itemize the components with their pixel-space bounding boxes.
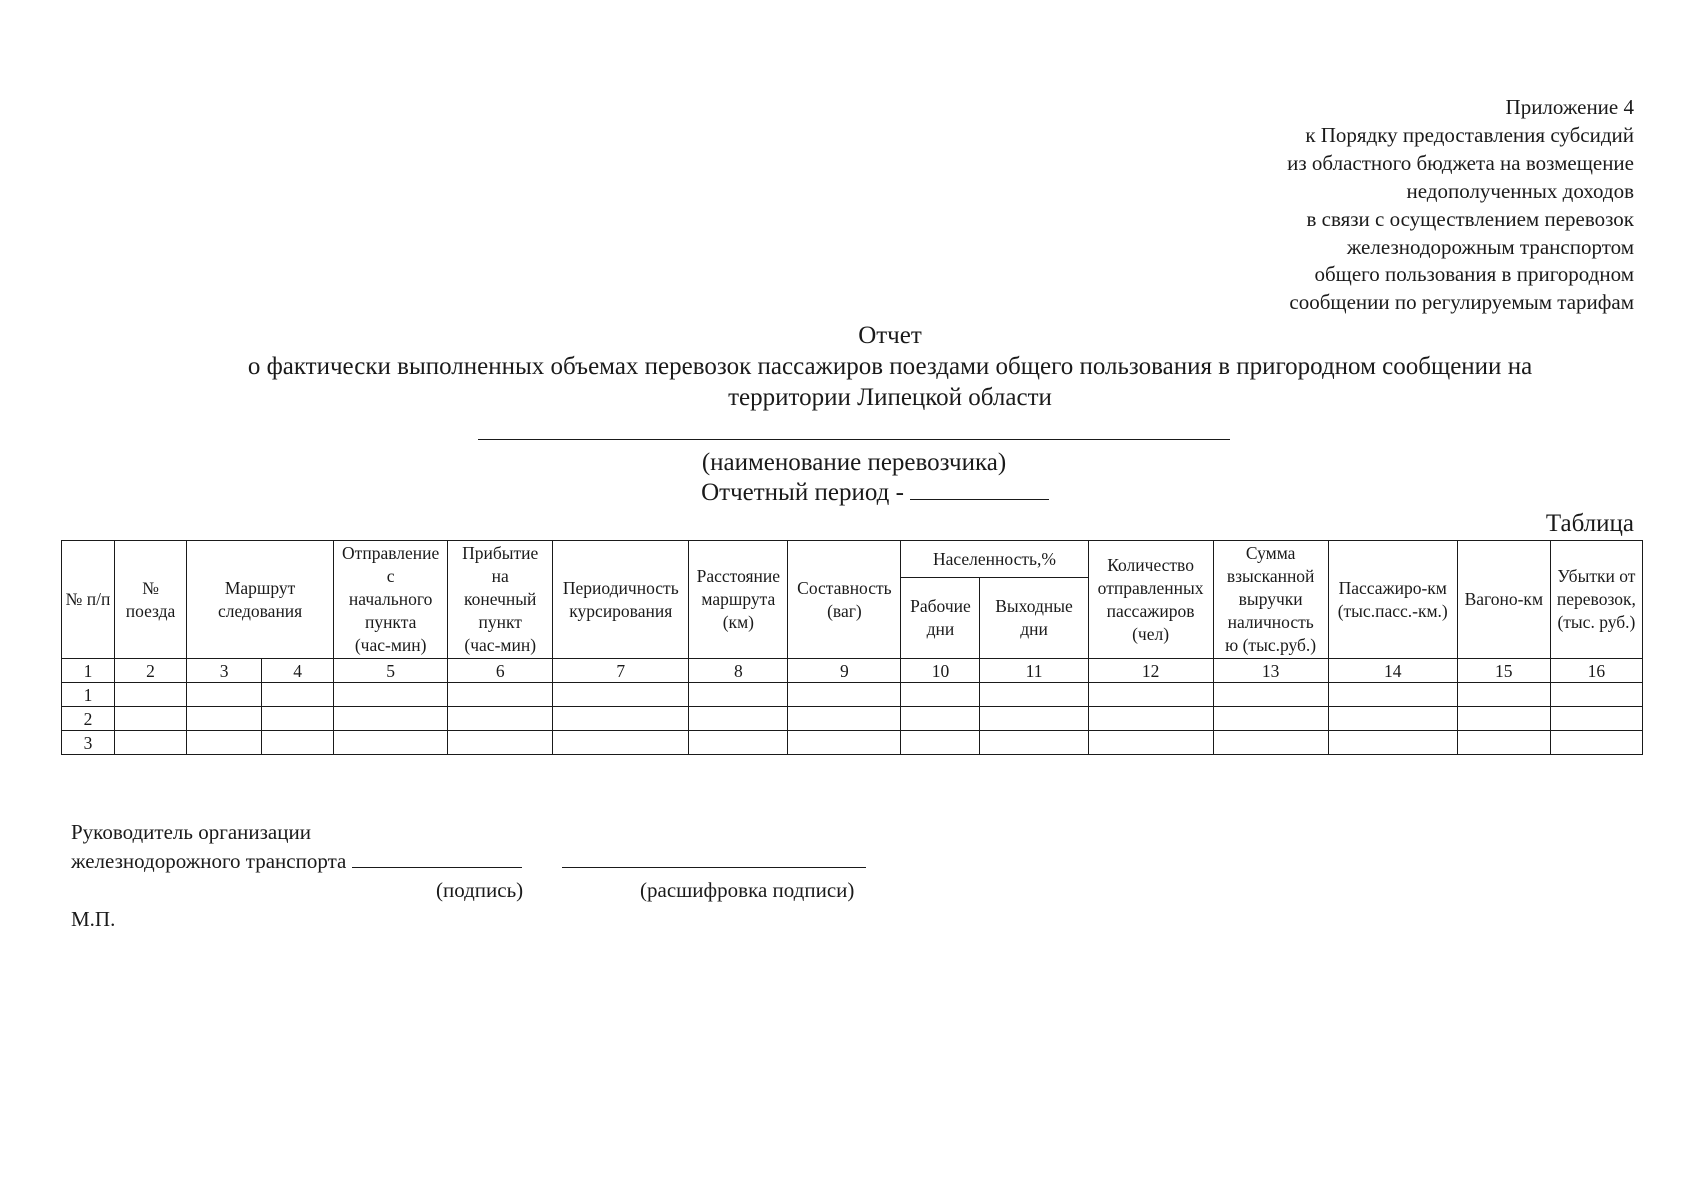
appendix-header xyxy=(1287,94,1634,317)
carrier-caption: (наименование перевозчика) xyxy=(701,449,1007,476)
table-cell[interactable] xyxy=(187,731,262,755)
table-cell[interactable] xyxy=(1328,707,1457,731)
table-cell[interactable] xyxy=(115,683,187,707)
column-number: 12 xyxy=(1088,659,1213,683)
column-number: 2 xyxy=(115,659,187,683)
table-cell[interactable] xyxy=(334,731,448,755)
table-cell[interactable] xyxy=(334,707,448,731)
table-cell[interactable] xyxy=(553,707,689,731)
table-cell[interactable] xyxy=(1457,707,1550,731)
head-title-line1: Руководитель организации xyxy=(71,820,311,844)
signature-block xyxy=(71,818,866,905)
period-label: Отчетный период - xyxy=(701,479,904,506)
column-number: 4 xyxy=(262,659,334,683)
column-number: 14 xyxy=(1328,659,1457,683)
table-cell[interactable] xyxy=(262,707,334,731)
header-periodicity: Периодичность курсирования xyxy=(553,541,689,659)
appendix-line: сообщении по регулируемым тарифам xyxy=(1289,290,1634,315)
header-route: Маршрут следования xyxy=(187,541,334,659)
table-cell[interactable] xyxy=(553,683,689,707)
table-cell[interactable] xyxy=(187,707,262,731)
header-train: № поезда xyxy=(115,541,187,659)
table-cell[interactable] xyxy=(448,731,553,755)
table-cell[interactable] xyxy=(689,707,788,731)
report-subtitle-line1: о фактически выполненных объемах перевозок пассажиров поездами общего пользования в пригородном сообщении на xyxy=(247,353,1533,380)
table-row xyxy=(62,707,1643,731)
header-revenue: Сумма взысканной выручки наличность ю (тыс.руб.) xyxy=(1213,541,1328,659)
header-pass-km: Пассажиро-км (тыс.пасс.-км.) xyxy=(1328,541,1457,659)
appendix-line: к Порядку предоставления субсидий xyxy=(1305,122,1634,147)
header-composition: Составность (ваг) xyxy=(788,541,901,659)
row-number: 3 xyxy=(62,731,115,755)
table-cell[interactable] xyxy=(1213,731,1328,755)
table-cell[interactable] xyxy=(448,683,553,707)
table-cell[interactable] xyxy=(788,707,901,731)
appendix-line: общего пользования в пригородном xyxy=(1314,262,1634,287)
stamp-place: М.П. xyxy=(71,907,116,931)
column-number: 1 xyxy=(62,659,115,683)
header-wagon-km: Вагоно-км xyxy=(1457,541,1550,659)
reporting-period xyxy=(600,477,1150,508)
table-cell[interactable] xyxy=(1088,731,1213,755)
appendix-line: железнодорожным транспортом xyxy=(1346,234,1634,259)
header-occupancy: Населенность,% xyxy=(901,541,1088,578)
table-cell[interactable] xyxy=(1088,683,1213,707)
header-passengers: Количество отправленных пассажиров (чел) xyxy=(1088,541,1213,659)
column-number: 5 xyxy=(334,659,448,683)
table-cell[interactable] xyxy=(689,731,788,755)
signature-decode-caption: (расшифровка подписи) xyxy=(640,878,855,902)
column-number: 6 xyxy=(448,659,553,683)
table-cell[interactable] xyxy=(1457,731,1550,755)
table-cell[interactable] xyxy=(980,707,1088,731)
header-losses: Убытки от перевозок, (тыс. руб.) xyxy=(1550,541,1642,659)
carrier-name-field[interactable] xyxy=(478,439,1230,440)
header-num: № п/п xyxy=(62,541,115,659)
appendix-line: недополученных доходов xyxy=(1406,178,1634,203)
appendix-line: из областного бюджета на возмещение xyxy=(1287,150,1634,175)
header-workdays: Рабочие дни xyxy=(901,578,980,659)
table-row xyxy=(62,731,1643,755)
signature-field[interactable] xyxy=(352,849,522,868)
signature-caption: (подпись) xyxy=(436,878,524,902)
table-cell[interactable] xyxy=(689,683,788,707)
period-field[interactable] xyxy=(910,479,1049,500)
table-cell[interactable] xyxy=(901,683,980,707)
report-title: Отчет xyxy=(858,322,922,349)
table-cell[interactable] xyxy=(553,731,689,755)
head-title-line2: железнодорожного транспорта xyxy=(71,849,347,873)
table-cell[interactable] xyxy=(1088,707,1213,731)
head-title-line2-row xyxy=(71,847,866,876)
report-subtitle-line2: территории Липецкой области xyxy=(728,384,1052,411)
table-cell[interactable] xyxy=(980,731,1088,755)
row-number: 2 xyxy=(62,707,115,731)
table-cell[interactable] xyxy=(901,731,980,755)
column-number: 11 xyxy=(980,659,1088,683)
column-number: 7 xyxy=(553,659,689,683)
header-weekends: Выходные дни xyxy=(980,578,1088,659)
table-caption: Таблица xyxy=(1545,510,1634,537)
column-number: 13 xyxy=(1213,659,1328,683)
table-cell[interactable] xyxy=(334,683,448,707)
table-cell[interactable] xyxy=(262,731,334,755)
signature-captions xyxy=(71,876,866,905)
table-cell[interactable] xyxy=(115,707,187,731)
table-cell[interactable] xyxy=(262,683,334,707)
table-cell[interactable] xyxy=(1550,707,1642,731)
table-cell[interactable] xyxy=(1550,683,1642,707)
table-cell[interactable] xyxy=(1328,683,1457,707)
table-cell[interactable] xyxy=(448,707,553,731)
appendix-line: Приложение 4 xyxy=(1505,95,1634,119)
report-table xyxy=(61,540,1643,755)
column-number: 16 xyxy=(1550,659,1642,683)
column-number-row xyxy=(62,659,1643,683)
column-number: 10 xyxy=(901,659,980,683)
header-arrival: Прибытие на конечный пункт (час-мин) xyxy=(448,541,553,659)
table-cell[interactable] xyxy=(187,683,262,707)
report-title-block xyxy=(160,320,1620,413)
column-number: 8 xyxy=(689,659,788,683)
header-distance: Расстояние маршрута (км) xyxy=(689,541,788,659)
table-cell[interactable] xyxy=(980,683,1088,707)
table-cell[interactable] xyxy=(1328,731,1457,755)
table-cell[interactable] xyxy=(115,731,187,755)
header-departure: Отправление с начального пункта (час-мин) xyxy=(334,541,448,659)
table-row xyxy=(62,683,1643,707)
signature-decode-field[interactable] xyxy=(562,849,866,868)
column-number: 9 xyxy=(788,659,901,683)
table-cell[interactable] xyxy=(1213,683,1328,707)
column-number: 15 xyxy=(1457,659,1550,683)
column-number: 3 xyxy=(187,659,262,683)
table-cell[interactable] xyxy=(1213,707,1328,731)
appendix-line: в связи с осуществлением перевозок xyxy=(1306,206,1634,231)
table-cell[interactable] xyxy=(788,683,901,707)
table-cell[interactable] xyxy=(1550,731,1642,755)
table-cell[interactable] xyxy=(788,731,901,755)
table-cell[interactable] xyxy=(1457,683,1550,707)
row-number: 1 xyxy=(62,683,115,707)
table-cell[interactable] xyxy=(901,707,980,731)
